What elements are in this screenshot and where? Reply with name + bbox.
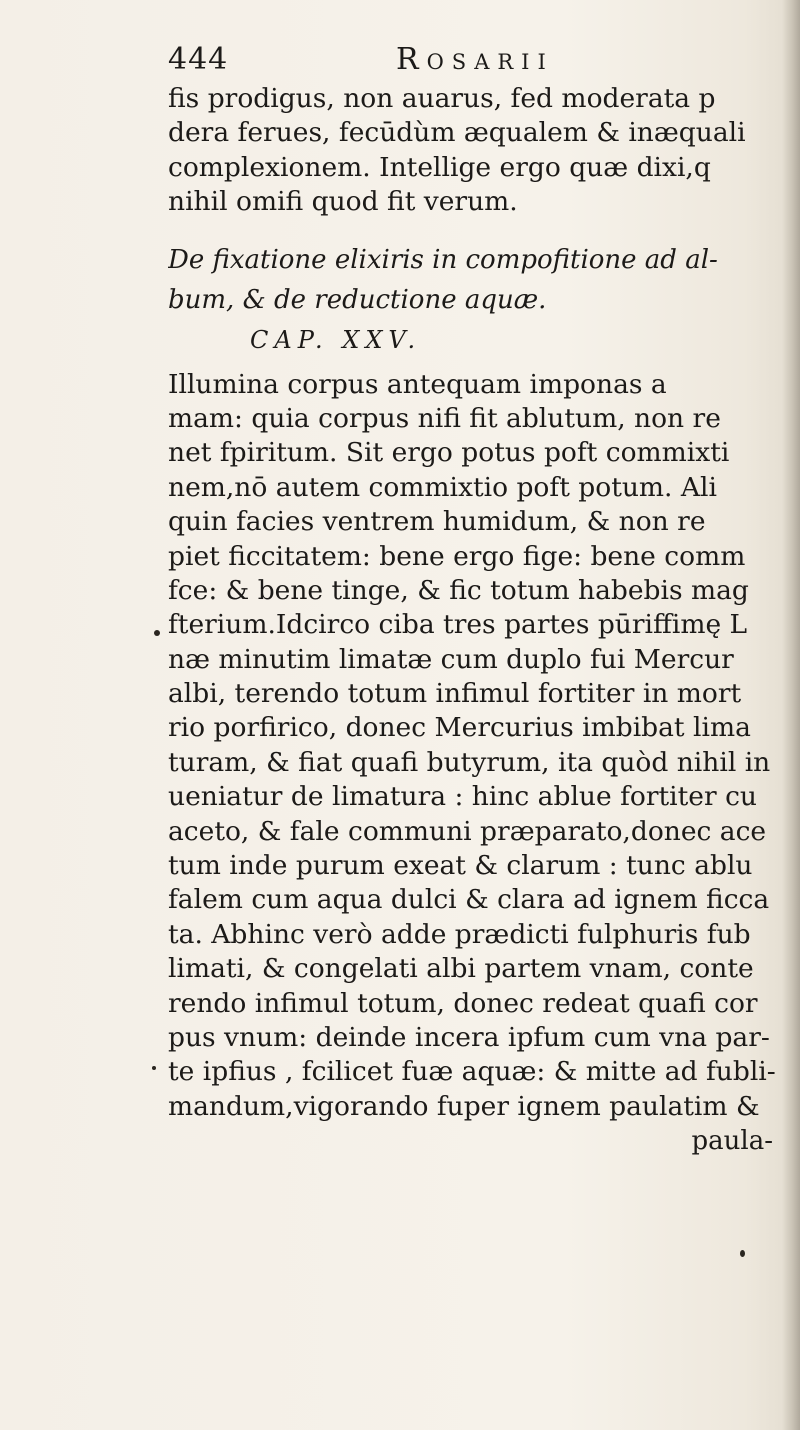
- chapter-number: CAP. XXV.: [250, 325, 422, 354]
- text-line: albi, terendo totum infimul fortiter in mort: [168, 678, 742, 710]
- text-line: complexionem. Intellige ergo quæ dixi,q: [168, 151, 711, 183]
- ink-spot: [152, 1066, 156, 1070]
- text-line: turam, & fiat quafi butyrum, ita quòd nihil in: [168, 746, 771, 778]
- text-line: nihil omifi quod fit verum.: [168, 186, 518, 218]
- chapter-heading-line-1: De fixatione elixiris in compofitione ad al-: [168, 244, 718, 275]
- text-line: ta. Abhinc verò adde prædicti fulphuris fub: [168, 918, 751, 950]
- text-line: rendo infimul totum, donec redeat quafi cor: [168, 987, 758, 1019]
- text-line: fce: & bene tinge, & fic totum habebis mag: [168, 574, 749, 606]
- ink-spot: [154, 630, 160, 636]
- chapter-heading-line-2: bum, & de reductione aquæ.: [168, 284, 547, 315]
- text-line: aceto, & fale communi præparato,donec ace: [168, 815, 767, 847]
- text-line: piet ficcitatem: bene ergo fige: bene comm: [168, 540, 746, 572]
- text-line: fis prodigus, non auarus, fed moderata p: [168, 83, 716, 114]
- text-line: fterium.Idcirco ciba tres partes pūriffimę L: [168, 609, 748, 641]
- text-line: falem cum aqua dulci & clara ad ignem ficca: [168, 884, 770, 916]
- text-line: quin facies ventrem humidum, & non re: [168, 506, 706, 538]
- text-line: mandum,vigorando fuper ignem paulatim &: [168, 1090, 760, 1122]
- text-line: net fpiritum. Sit ergo potus poft commixti: [168, 437, 730, 469]
- text-line: pus vnum: deinde incera ipfum cum vna par-: [168, 1021, 770, 1053]
- text-line: dera ferues, fecūdùm æqualem & inæquali: [168, 117, 746, 149]
- text-line: Illumina corpus antequam imponas a: [168, 368, 667, 400]
- text-line: tum inde purum exeat & clarum : tunc ablu: [168, 850, 753, 882]
- page-number: 444: [168, 42, 229, 77]
- text-line: limati, & congelati albi partem vnam, conte: [168, 953, 754, 985]
- text-line: mam: quia corpus nifi fit ablutum, non re: [168, 402, 721, 434]
- running-title: Rosarii: [396, 42, 554, 77]
- text-line: rio porfirico, donec Mercurius imbibat lima: [168, 712, 751, 744]
- text-line: næ minutim limatæ cum duplo fui Mercur: [168, 643, 734, 675]
- catchword: paula-: [691, 1126, 773, 1157]
- ink-spot: [740, 1250, 745, 1257]
- text-line: nem,nō autem commixtio poft potum. Ali: [168, 471, 717, 503]
- text-line: te ipfius , fcilicet fuæ aquæ: & mitte ad fubli-: [168, 1056, 776, 1088]
- text-line: ueniatur de limatura : hinc ablue fortiter cu: [168, 781, 757, 813]
- text-block: [168, 82, 793, 1158]
- page-header: [168, 40, 768, 84]
